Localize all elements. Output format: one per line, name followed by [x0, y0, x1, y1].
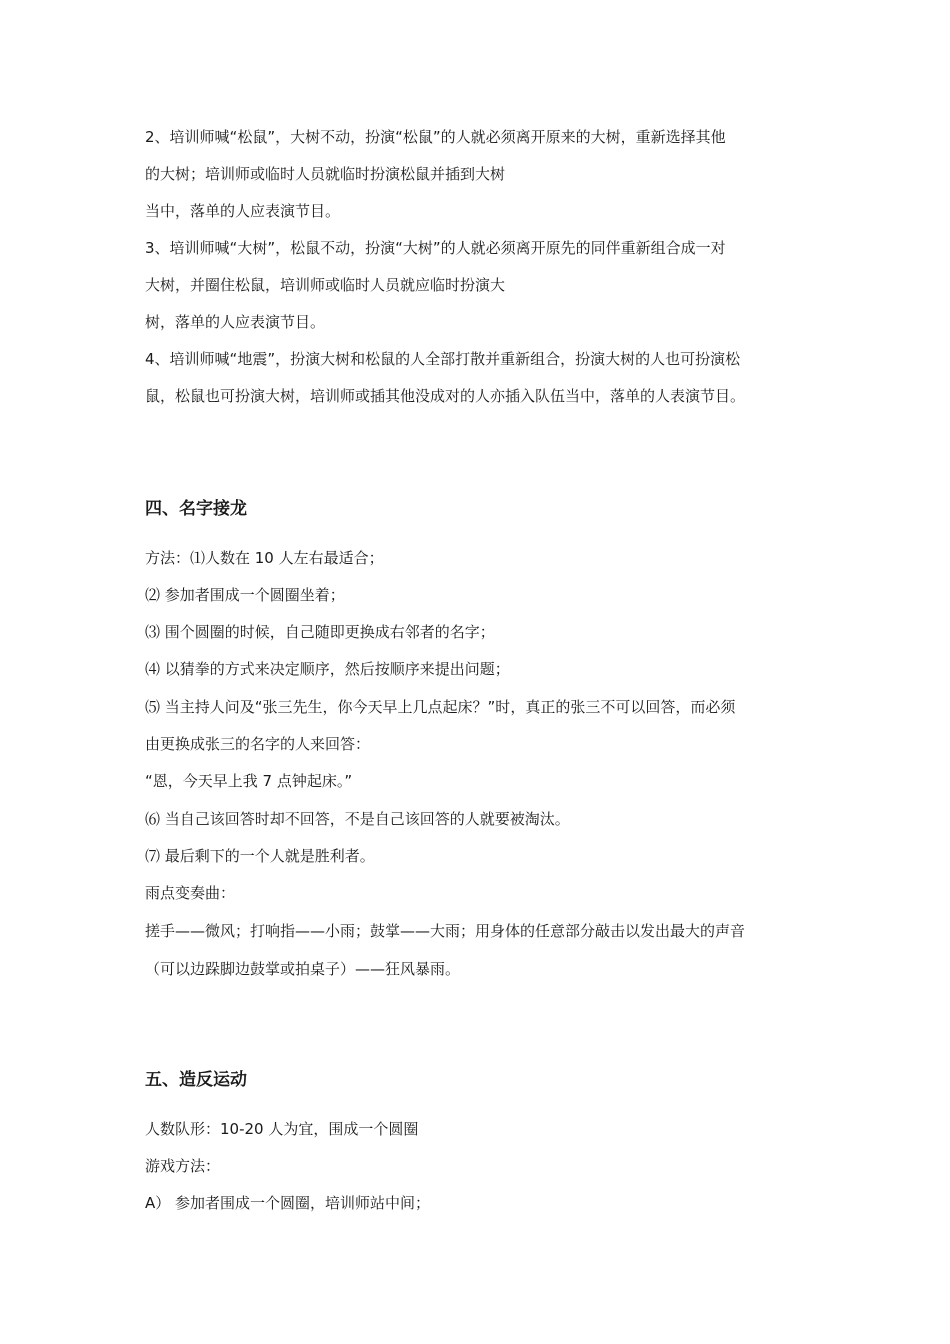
paragraph-line: 2、培训师喊“松鼠”，大树不动，扮演“松鼠”的人就必须离开原来的大树，重新选择其他	[145, 128, 726, 146]
paragraph-line: ⑷ 以猜拳的方式来决定顺序，然后按顺序来提出问题；	[145, 660, 510, 678]
paragraph-line: 人数队形：10-20 人为宜，围成一个圆圈	[145, 1120, 419, 1138]
paragraph-line: ⑶ 围个圆圈的时候，自己随即更换成右邻者的名字；	[145, 623, 495, 641]
paragraph-line: ⑹ 当自己该回答时却不回答，不是自己该回答的人就要被淘汰。	[145, 810, 570, 828]
paragraph-line: ⑸ 当主持人问及“张三先生，你今天早上几点起床？”时，真正的张三不可以回答，而必须	[145, 698, 736, 716]
paragraph-line: 由更换成张三的名字的人来回答：	[145, 735, 371, 753]
paragraph-line: 方法：⑴人数在 10 人左右最适合；	[145, 549, 384, 567]
paragraph-line: “恩，今天早上我 7 点钟起床。”	[145, 772, 353, 790]
paragraph-line: 4、培训师喊“地震”，扮演大树和松鼠的人全部打散并重新组合，扮演大树的人也可扮演松	[145, 350, 741, 368]
paragraph-line: 搓手——微风；打响指——小雨；鼓掌——大雨；用身体的任意部分敲击以发出最大的声音	[145, 922, 746, 940]
paragraph-line: 的大树；培训师或临时人员就临时扮演松鼠并插到大树	[145, 165, 506, 183]
paragraph-line: （可以边跺脚边鼓掌或拍桌子）——狂风暴雨。	[145, 960, 461, 978]
section-heading-name-chain: 四、名字接龙	[145, 499, 247, 519]
paragraph-line: 3、培训师喊“大树”，松鼠不动，扮演“大树”的人就必须离开原先的同伴重新组合成一对	[145, 239, 726, 257]
paragraph-line: 当中，落单的人应表演节目。	[145, 202, 341, 220]
paragraph-line: 树，落单的人应表演节目。	[145, 313, 326, 331]
paragraph-line: 雨点变奏曲：	[145, 884, 236, 902]
paragraph-line: 游戏方法：	[145, 1157, 221, 1175]
paragraph-line: ⑺ 最后剩下的一个人就是胜利者。	[145, 847, 375, 865]
paragraph-line: 鼠，松鼠也可扮演大树，培训师或插其他没成对的人亦插入队伍当中，落单的人表演节目。	[145, 387, 746, 405]
section-heading-rebel-game: 五、造反运动	[145, 1070, 247, 1090]
paragraph-line: A） 参加者围成一个圆圈，培训师站中间；	[145, 1194, 431, 1212]
paragraph-line: ⑵ 参加者围成一个圆圈坐着；	[145, 586, 345, 604]
paragraph-line: 大树，并圈住松鼠，培训师或临时人员就应临时扮演大	[145, 276, 506, 294]
